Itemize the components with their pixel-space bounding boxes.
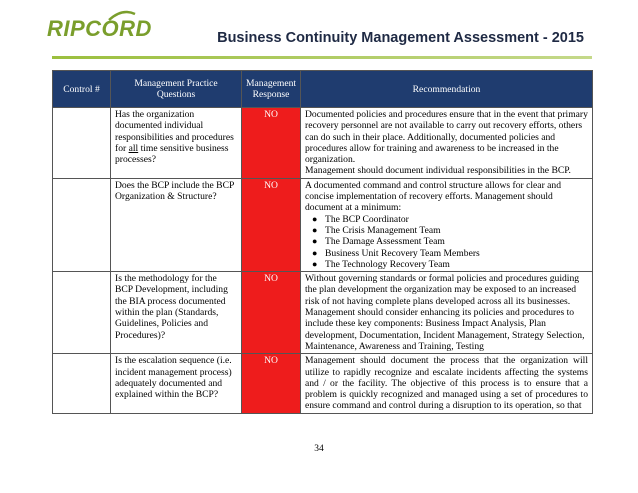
list-item: ● The Technology Recovery Team xyxy=(312,258,450,270)
recommendation-cell xyxy=(301,178,593,271)
bullet-icon: ● xyxy=(312,236,318,247)
list-item: ● The BCP Coordinator xyxy=(312,213,409,225)
table-row xyxy=(53,354,593,413)
recommendation-cell: Without governing standards or formal policies and procedures guiding the plan development the organization may be exposed to an increased risk of not having complete plans developed across all its businesses. Management should consider enhancing its policies and procedures to include these key components: Business Impact Analysis, Plan development, Documentation, Incident Management, Strategy Selection, Maintenance, Awareness and Training, Testing xyxy=(301,272,593,354)
list-item: ● Business Unit Recovery Team Members xyxy=(312,247,480,259)
recommendation-paragraph: A documented command and control structure allows for clear and concise implementation of recovery efforts. Management should document at a minimum: xyxy=(305,179,562,214)
title-rule xyxy=(52,56,592,59)
logo-swoosh-icon xyxy=(107,10,137,22)
list-item: ● The Damage Assessment Team xyxy=(312,236,445,248)
control-cell xyxy=(53,108,111,179)
control-cell xyxy=(53,178,111,271)
ripcord-logo xyxy=(47,16,152,42)
table-row xyxy=(53,108,593,179)
recommendation-list xyxy=(305,214,588,270)
report-title: Business Continuity Management Assessment - 2015 xyxy=(217,30,584,46)
question-cell: Is the methodology for the BCP Development, including the BIA process documented within the plan (Standards, Guidelines, Policies and Procedures)? xyxy=(111,272,242,354)
page-header xyxy=(0,0,638,60)
table-row xyxy=(53,178,593,271)
response-cell: NO xyxy=(242,108,301,179)
response-cell: NO xyxy=(242,178,301,271)
bullet-icon: ● xyxy=(312,247,318,258)
column-header-control: Control # xyxy=(53,71,111,108)
table-header-row xyxy=(53,71,593,108)
column-header-recommendation: Recommendation xyxy=(301,71,593,108)
list-item: ● The Crisis Management Team xyxy=(312,224,441,236)
column-header-question: Management Practice Questions xyxy=(111,71,242,108)
recommendation-cell: Management should document the process that the organization will utilize to rapidly recognize and escalate incidents affecting the systems and / or the facility. The objective of this process is to ensure that a problem is quickly recognized and managed using a set of procedures to ensure command and control during a disruption to its operation, so that xyxy=(301,354,593,413)
bullet-icon: ● xyxy=(312,258,318,269)
recommendation-cell xyxy=(301,108,593,179)
column-header-response: Management Response xyxy=(242,71,301,108)
assessment-table xyxy=(52,70,593,414)
bullet-icon: ● xyxy=(312,213,318,224)
control-cell xyxy=(53,272,111,354)
question-cell: Is the escalation sequence (i.e. incident management process) adequately documented and explained within the BCP? xyxy=(111,354,242,413)
table-row xyxy=(53,272,593,354)
recommendation-paragraph: Documented policies and procedures ensure that in the event that primary recovery personnel are not available to carry out recovery efforts, others can do such in their place. Additionally, documented policies and procedures allow for training and awareness to be increased in the organization. xyxy=(305,109,588,166)
recommendation-paragraph: Management should document individual responsibilities in the BCP. xyxy=(305,165,571,177)
response-cell: NO xyxy=(242,354,301,413)
bullet-icon: ● xyxy=(312,224,318,235)
response-cell: NO xyxy=(242,272,301,354)
question-cell: Has the organization documented individual responsibilities and procedures for all time sensitive business processes? xyxy=(111,108,242,179)
control-cell xyxy=(53,354,111,413)
logo-text: RIPCORD xyxy=(47,16,152,41)
question-cell: Does the BCP include the BCP Organization & Structure? xyxy=(111,178,242,271)
page-number: 34 xyxy=(314,444,324,454)
